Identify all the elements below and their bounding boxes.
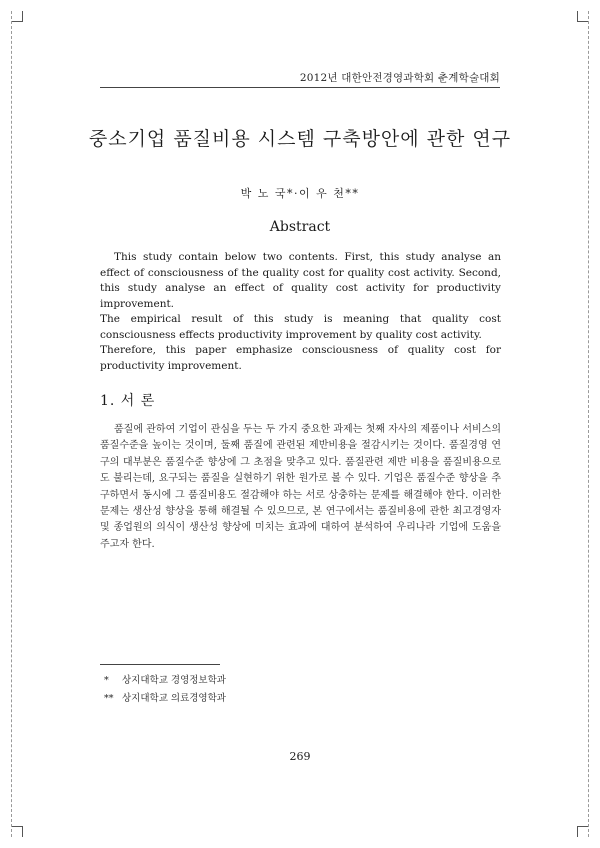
footnote	[104, 672, 226, 686]
footnote	[104, 690, 226, 704]
abstract-paragraph: The empirical result of this study is meaning that quality cost consciousness effects productivity improvement by quality cost activity.	[100, 313, 501, 341]
authors: 박 노 국*·이 우 천**	[240, 187, 360, 200]
footnote-text: 상지대학교 의료경영학과	[122, 693, 226, 704]
paper-title: 중소기업 품질비용 시스템 구축방안에 관한 연구	[88, 128, 512, 150]
page-number: 269	[289, 750, 311, 763]
crop-mark-top-left	[12, 11, 23, 22]
crop-mark-top-right	[577, 11, 588, 22]
section-heading: 1. 서 론	[100, 393, 156, 409]
footnote-mark: *	[104, 675, 109, 686]
running-header: 2012년 대한안전경영과학회 춘계학술대회	[299, 72, 500, 84]
abstract-paragraph: Therefore, this paper emphasize consciousness of quality cost for productivity improvement.	[100, 344, 501, 372]
abstract-heading: Abstract	[269, 219, 331, 235]
footnote-rule	[100, 664, 220, 665]
section-body: 품질에 관하여 기업이 관심을 두는 두 가지 중요한 과제는 첫째 자사의 제품이나 서비스의 품질수준을 높이는 것이며, 둘째 품질에 관련된 제반비용을 절감시키는 것이다. 품질경영 연구의 대부분은 품질수준 향상에 그 초점을 맞추고 있다. 품질관련 제반 비용을 품질비용으로도 불리는데, 요구되는 품질을 실현하기 위한 원가로 볼 수 있다. 기업은 품질수준 향상을 추구하면서 동시에 그 품질비용도 절감해야 하는 서로 상충하는 문제를 해결해야 한다. 이러한 문제는 생산성 향상을 통해 해결될 수 있으므로, 본 연구에서는 품질비용에 관한 최고경영자 및 종업원의 의식이 생산성 향상에 미치는 효과에 대하여 분석하여 우리나라 기업에 도움을 주고자 한다.	[100, 424, 501, 550]
crop-mark-bottom-left	[12, 826, 23, 837]
header-rule	[100, 87, 500, 88]
footnote-mark: **	[104, 693, 114, 704]
crop-mark-bottom-right	[577, 826, 588, 837]
footnote-text: 상지대학교 경영정보학과	[122, 675, 226, 686]
abstract-body	[100, 250, 501, 374]
abstract-paragraph: This study contain below two contents. First, this study analyse an effect of consciousness of the quality cost for quality cost activity. Second, this study analyse an effect of quality cost activity for productivity improvement.	[100, 251, 501, 310]
